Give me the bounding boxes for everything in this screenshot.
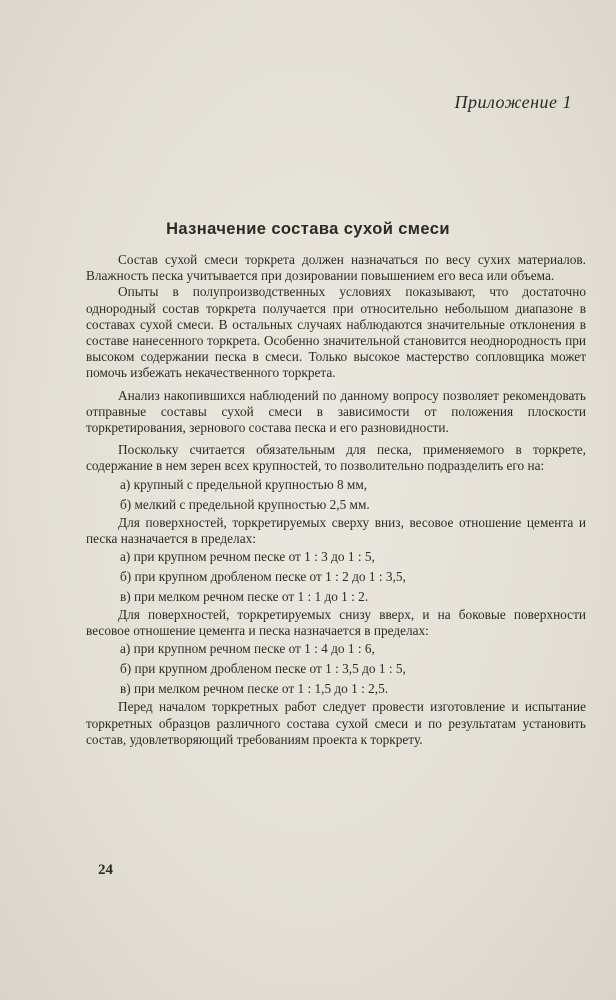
running-head: Приложение 1	[454, 92, 572, 112]
list-item: б) при крупном дробленом песке от 1 : 3,5 до 1 : 5,	[120, 661, 406, 677]
page-number: 24	[98, 862, 113, 878]
list-item: б) при крупном дробленом песке от 1 : 2 до 1 : 3,5,	[120, 569, 406, 585]
list-item: в) при мелком речном песке от 1 : 1 до 1 : 2.	[120, 589, 369, 605]
sand-type-list	[86, 475, 586, 515]
paragraph: Состав сухой смеси торкрета должен назначаться по весу сухих материалов. Влажность песка учитывается при дозировании повышением его веса или объема.	[86, 252, 586, 284]
section-title: Назначение состава сухой смеси	[166, 220, 450, 238]
list-item: а) при крупном речном песке от 1 : 3 до 1 : 5,	[120, 549, 375, 565]
list-item: а) при крупном речном песке от 1 : 4 до 1 : 6,	[120, 641, 375, 657]
paragraph: Для поверхностей, торкретируемых снизу вверх, и на боковые поверхности весовое отношение цемента и песка назначается в пределах:	[86, 607, 586, 639]
paragraph: Для поверхностей, торкретируемых сверху вниз, весовое отношение цемента и песка назначается в пределах:	[86, 514, 586, 546]
list-item: а) крупный с предельной крупностью 8 мм,	[120, 476, 368, 492]
list-item: в) при мелком речном песке от 1 : 1,5 до 1 : 2,5.	[120, 681, 389, 697]
list-item: б) мелкий с предельной крупностью 2,5 мм.	[120, 496, 370, 512]
paragraph: Опыты в полупроизводственных условиях показывают, что достаточно однородный состав торкрета получается при относительно небольшом диапазоне в составах сухой смеси. В остальных случаях наблюдаются значительные отклонения в составе нанесенного торкрета. Особенно значительной становится неоднородность при высоком содержании песка в смеси. Только высокое мастерство сопловщика может помочь избежать некачественного торкрета.	[86, 284, 586, 381]
bottom-up-ratio-list	[86, 639, 586, 699]
paragraph: Анализ накопившихся наблюдений по данному вопросу позволяет рекомендовать отправные составы сухой смеси в зависимости от положения плоскости торкретирования, зернового состава песка и его разновидности.	[86, 387, 586, 436]
paragraph: Перед началом торкретных работ следует провести изготовление и испытание торкретных образцов различного состава сухой смеси и по результатам установить состав, удовлетворяющий требованиям проекта к торкрету.	[86, 699, 586, 747]
body-text	[86, 252, 586, 748]
paragraph: Поскольку считается обязательным для песка, применяемого в торкрете, содержание в нем зерен всех крупностей, то позволительно подразделить его на:	[86, 442, 586, 474]
top-down-ratio-list	[86, 547, 586, 607]
